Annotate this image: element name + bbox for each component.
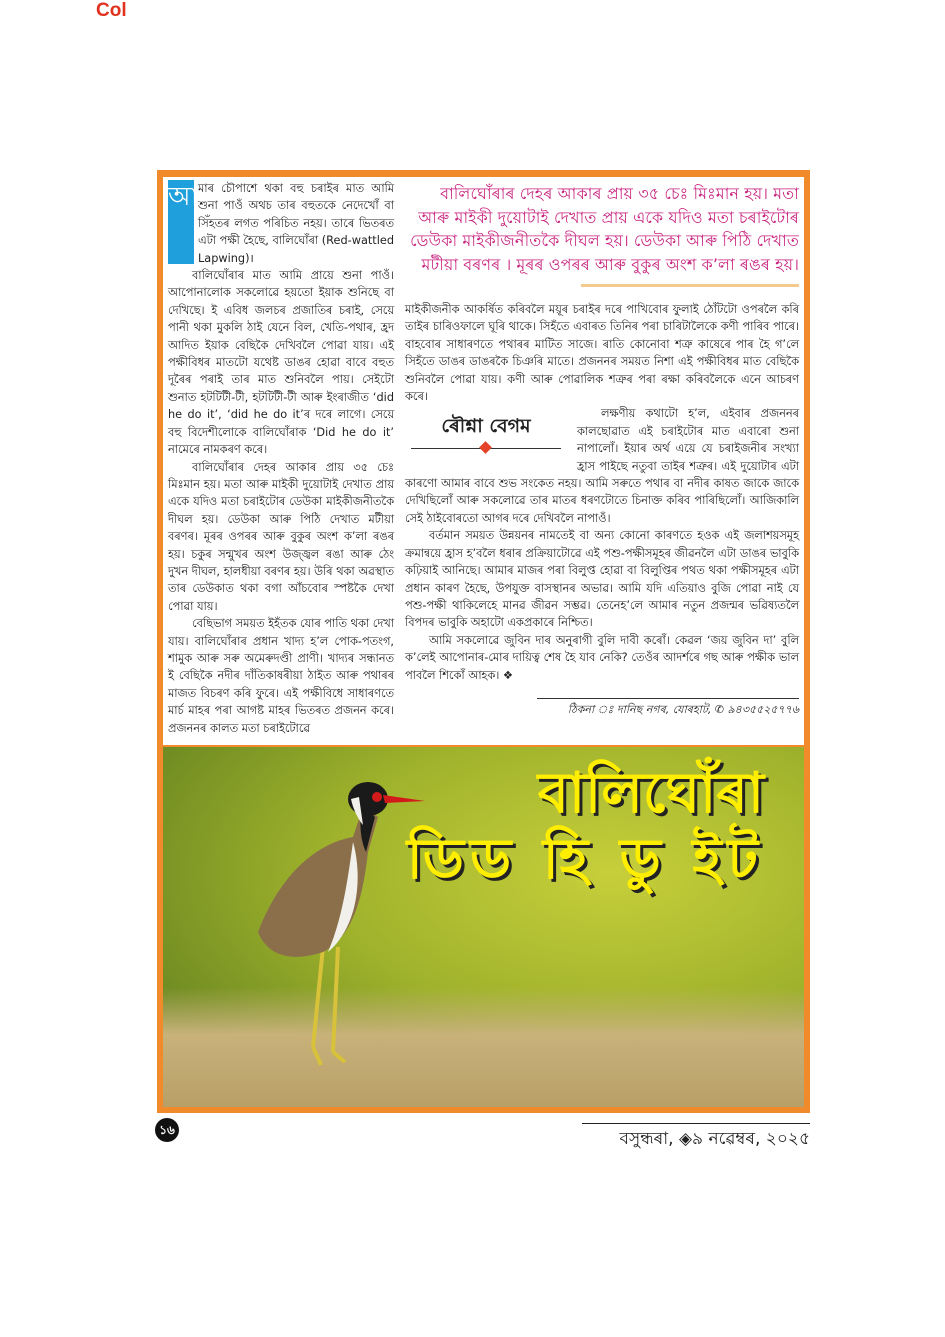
- pull-quote-divider: [581, 284, 799, 287]
- article-body: [163, 177, 804, 745]
- page-number: ১৬: [155, 1118, 179, 1142]
- paragraph: মাইকীজনীক আকৰ্ষিত কৰিবলৈ ময়ূৰ চৰাইৰ দৰে পাখিবোৰ ফুলাই ঠোঁটটো ওপৰলৈ কৰি তাইৰ চাৰিওফালে ঘূৰি থাকে। সিহঁতে এবাৰত তিনিৰ পৰা চাৰিটালৈকে কণী পাৰিব পাৰে। বাহবোৰ সাধাৰণতে পথাৰৰ মাটিত সাজে। ৰাতি কোনোবা শত্ৰু কাষেৰে পাৰ হৈ গ’লে সিহঁতে ডাঙৰ ডাঙৰকৈ চিঞৰি মাতে। প্ৰজননৰ সময়ত নিশা এই পক্ষীবিধৰ মাত বেছিকৈ শুনিবলৈ পোৱা যায়। কণী আৰু পোৱালিক শত্ৰুৰ পৰা ৰক্ষা কৰিবলৈকে এনে আচৰণ কৰে।: [405, 303, 799, 404]
- paragraph: [168, 180, 394, 267]
- paragraph: বালিঘোঁৰাৰ মাত আমি প্ৰায়ে শুনা পাওঁ। আপোনালোক সকলোৱে হয়তো ইয়াক শুনিছে বা দেখিছে। ই এবিধ জলচৰ প্ৰজাতিৰ চৰাই, সেয়ে পানী থকা মুকলি ঠাই যেনে বিল, খেতি-পথাৰ, হ্ৰদ আদিত ইয়াক বেছিকৈ দেখিবলৈ পোৱা যায়। এই পক্ষীবিধৰ মাতটো যথেষ্ট ডাঙৰ হোৱা বাবে বহুত দূৰৈৰ পৰাই তাৰ মাত শুনিবলৈ পায়। সেইটো শুনাত হটটিটী-টী, হটটিটী-টী আৰু ইংৰাজীত ‘did he do it’, ‘did he do it’ৰ দৰে লাগে। সেয়ে বহু বিদেশীলোকে বালিঘোঁৰাক ‘Did he do it’ নামেৰে নামকৰণ কৰে।: [168, 269, 394, 457]
- paragraph: বালিঘোঁৰাৰ দেহৰ আকাৰ প্ৰায় ৩৫ চেঃ মিঃমান হয়। মতা আৰু মাইকী দুয়োটাই দেখাত প্ৰায় একে যদিও মতা চৰাইটোৰ ডেউকা মাইকীজনীতকৈ দীঘল হয়। ডেউকা আৰু পিঠি দেখাত মটীয়া বৰণৰ। মূৰৰ ওপৰৰ আৰু বুকুৰ অংশ ক’লা ৰঙৰ হয়। চকুৰ সন্মুখৰ অংশ উজ্জ্বল ৰঙা আৰু ঠেং দুখন দীঘল, হালধীয়া বৰণৰ হয়। উৰি থকা অৱস্থাত তাৰ ডেউকাত থকা বগা আঁচবোৰ স্পষ্টকৈ দেখা পোৱা যায়।: [168, 460, 394, 613]
- headline-line-1: বালিঘোঁৰা: [537, 761, 764, 826]
- bird-photo: [163, 747, 804, 1107]
- publication-dateline: বসুন্ধৰা, ◈৯ নৱেম্বৰ, ২০২৫: [582, 1123, 810, 1150]
- right-column: [405, 180, 799, 737]
- left-column: [168, 180, 394, 737]
- author-address: ঠিকনা ঃ দানিছ নগৰ, যোৰহাট, ✆ ৯৪৩৫৫২৫৭৭৬: [537, 698, 799, 718]
- headline-line-2: ডিড হি ডু ইট: [406, 827, 764, 892]
- headline: [407, 761, 764, 893]
- page-content: [157, 170, 810, 1150]
- paragraph: আমি সকলোৱে জুবিন দাৰ অনুৰাগী বুলি দাবী কৰোঁ। কেৱল ‘জয় জুবিন দা’ বুলি ক’লেই আপোনাৰ-মোৰ দায়িত্ব শেষ হৈ যাব নেকি? তেওঁৰ আদৰ্শৰে গছ আৰু পক্ষীক ভাল পাবলৈ শিকোঁ আহক। ❖: [405, 633, 799, 682]
- pull-quote: বালিঘোঁৰাৰ দেহৰ আকাৰ প্ৰায় ৩৫ চেঃ মিঃমান হয়। মতা আৰু মাইকী দুয়োটাই দেখাত প্ৰায় একে যদিও মতা চৰাইটোৰ ডেউকা মাইকীজনীতকৈ দীঘল হয়। ডেউকা আৰু পিঠি দেখাত মটীয়া বৰণৰ । মূৰৰ ওপৰৰ আৰু বুকুৰ অংশ ক’লা ৰঙৰ হয়।: [410, 184, 799, 274]
- paragraph: বেছিভাগ সময়ত ইহঁতক যোৰ পাতি থকা দেখা যায়। বালিঘোঁৰাৰ প্ৰধান খাদ্য হ’ল পোক-পতংগ, শামুক আৰু সৰু অমেৰুদণ্ডী প্ৰাণী। খাদ্যৰ সন্ধানত ই বেছিকৈ নদীৰ দাঁতিকাষৰীয়া ঠাইত আৰু পথাৰৰ মাজত বিচৰণ কৰি ফুৰে। এই পক্ষীবিধে সাধাৰণতে মাৰ্চ মাহৰ পৰা আগষ্ট মাহৰ ভিতৰত প্ৰজনন কৰে। প্ৰজননৰ কালত মতা চৰাইটোৱে: [168, 617, 394, 735]
- byline-divider: [411, 443, 561, 455]
- drop-cap: আ: [168, 180, 194, 264]
- paragraph-text: মাৰ চৌপাশে থকা বহু চৰাইৰ মাত আমি শুনা পাওঁ অথচ তাৰ বহুতকে নেদেখোঁ বা সিঁহতৰ লগত পৰিচিত নহয়। তাৰে ভিতৰত এটা পক্ষী হৈছে, বালিঘোঁৰা (Red-wattled Lapwing)।: [198, 182, 394, 265]
- author-byline: [411, 413, 561, 455]
- diamond-icon: [479, 442, 492, 455]
- paragraph: লক্ষণীয় কথাটো হ’ল, এইবাৰ প্ৰজননৰ কালছোৱাত এই চৰাইটোৰ মাত এবাৰো শুনা নাপালোঁ। ইয়াৰ অৰ্থ এয়ে যে চৰাইজনীৰ সংখ্যা হ্ৰাস পাইছে নতুবা তাইৰ শত্ৰুৰ। এই দুয়োটাৰ এটা কাৰণো আমাৰ বাবে শুভ সংকেত নহয়। আমি সৰুতে পথাৰ বা নদীৰ কাষত জাকে জাকে দেখিছিলোঁ আৰু সকলোৱে তাৰ মাতৰ ধৰণটোতে চিনাক্ত কৰিব পাৰিছিলোঁ। আজিকালি সেই ঠাইবোৰতো আগৰ দৰে দেখিবলৈ নাপাওঁ।: [405, 407, 799, 525]
- page-footer: [157, 1118, 810, 1150]
- paragraph: বৰ্তমান সময়ত উন্নয়নৰ নামতেই বা অন্য কোনো কাৰণতে হওক এই জলাশয়সমূহ ক্ৰমান্বয়ে হ্ৰাস হ’বলৈ ধৰাৰ প্ৰক্ৰিয়াটোৱে এই পশু-পক্ষীসমূহৰ জীৱনলৈ এটা ডাঙৰ ভাবুকি কঢ়িয়াই আনিছে। আমাৰ মাজৰ পৰা বিলুপ্ত হোৱা বা বিলুপ্তিৰ পথত থকা পক্ষীসমূহৰ এটা প্ৰধান কাৰণ হৈছে, উপযুক্ত বাসস্থানৰ অভাৱ। আমি যদি এতিয়াও বুজি পোৱা নাই যে পশু-পক্ষী থাকিলেহে মানৱ জীৱন সম্ভৱ। তেনেহ’লে আমাৰ নতুন প্ৰজন্মৰ ভৱিষ্যতলৈ বিপদৰ ভাবুকি অহাটো একপ্ৰকাৰে নিশ্চিত।: [405, 529, 799, 630]
- corner-label: Col: [96, 0, 127, 21]
- article-frame: [157, 170, 810, 1113]
- author-name: ৰৌশ্না বেগম: [441, 415, 531, 438]
